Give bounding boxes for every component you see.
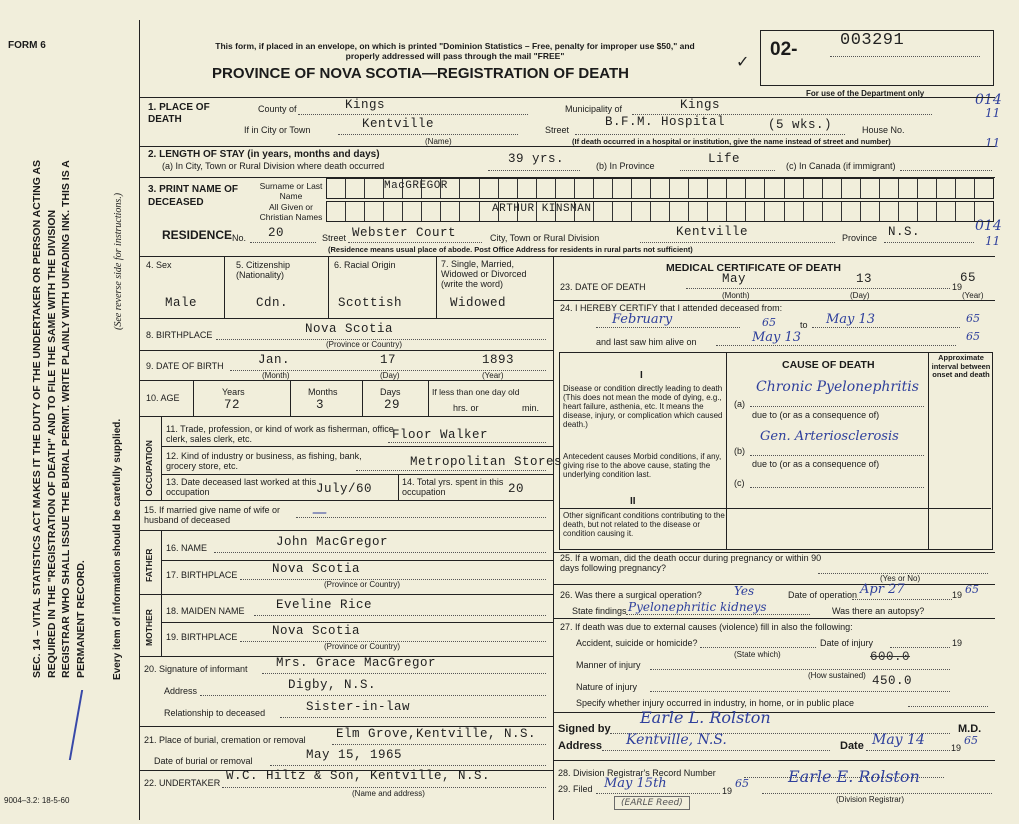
birthplace-value: Nova Scotia xyxy=(305,322,394,336)
death-date-label: 23. DATE OF DEATH xyxy=(560,282,646,292)
res-city-label: City, Town or Rural Division xyxy=(490,233,600,243)
surname-value: MacGREGOR xyxy=(384,180,448,192)
relationship-value: Sister-in-law xyxy=(306,700,411,714)
lt-day-label: If less than one day old xyxy=(432,387,520,397)
res-street-label: Street xyxy=(322,233,347,243)
mother-side-label: MOTHER xyxy=(144,609,154,646)
nature-code: 450.0 xyxy=(872,674,913,688)
cause-a-marker: (a) xyxy=(734,399,745,409)
cause-a: Chronic Pyelonephritis xyxy=(756,379,919,395)
findings-value: Pyelonephritic kidneys xyxy=(628,600,767,614)
father-birthplace: Nova Scotia xyxy=(272,562,361,576)
signed-year-prefix: 19 xyxy=(951,743,962,753)
signed-date-label: Date xyxy=(840,740,864,752)
reg-number: 003291 xyxy=(840,31,905,50)
form-number: FORM 6 xyxy=(8,40,46,51)
signed-date: May 14 xyxy=(872,732,925,748)
stay-label: 2. LENGTH OF STAY (in years, months and days) xyxy=(148,149,380,160)
municipality-label: Municipality of xyxy=(565,104,623,114)
age-label: 10. AGE xyxy=(146,393,180,403)
house-label: House No. xyxy=(862,125,905,135)
business-label: 12. Kind of industry or business, as fishing, bank, grocery store, etc. xyxy=(166,451,362,471)
informant-address: Digby, N.S. xyxy=(288,678,377,692)
name-caption: (Name) xyxy=(425,137,452,146)
county-label: County of xyxy=(258,104,297,114)
dob-day: 17 xyxy=(380,353,397,367)
reg-prefix: 02- xyxy=(770,39,798,60)
op-date: Apr 27 xyxy=(860,582,905,597)
residence-label: RESIDENCE xyxy=(162,228,233,242)
filed-date: May 15th xyxy=(604,776,667,791)
county-value: Kings xyxy=(345,98,386,112)
part-two: II xyxy=(630,496,636,507)
cause-b: Gen. Arteriosclerosis xyxy=(760,429,899,444)
state-which: (State which) xyxy=(734,650,781,659)
op-year-prefix: 19 xyxy=(952,590,963,600)
father-name-label: 16. NAME xyxy=(166,543,208,553)
last-saw: May 13 xyxy=(752,330,802,345)
check-mark-icon: ✓ xyxy=(736,54,750,71)
dept-note: For use of the Department only xyxy=(806,89,925,98)
surname-label: Surname or Last Name xyxy=(259,181,323,201)
given-grid xyxy=(326,201,994,222)
informant-label: 20. Signature of informant xyxy=(144,664,248,674)
citizenship-value: Cdn. xyxy=(256,296,289,310)
attended-to: May 13 xyxy=(826,312,876,327)
dob-year: 1893 xyxy=(482,353,515,367)
external-label: 27. If death was due to external causes (violence) fill in also the following: xyxy=(560,622,853,632)
cause-b-marker: (b) xyxy=(734,446,745,456)
dob-month: Jan. xyxy=(258,353,291,367)
record-label: 28. Division Registrar's Record Number xyxy=(558,768,716,778)
dept-mark-2: 11 xyxy=(985,106,1001,120)
occupation-side-label: OCCUPATION xyxy=(144,440,154,496)
supply-note: Every item of information should be carefully supplied. xyxy=(112,418,123,680)
res-city: Kentville xyxy=(676,225,749,239)
stay-c-label: (c) In Canada (if immigrant) xyxy=(786,161,896,171)
antecedent-label: Antecedent causes Morbid conditions, if any, giving rise to the above cause, stating the underlying condition last. xyxy=(563,452,722,479)
undertaker-label: 22. UNDERTAKER xyxy=(144,778,221,788)
years-label: Years xyxy=(222,387,245,397)
op-date-label: Date of operation xyxy=(788,590,858,600)
father-birthplace-label: 17. BIRTHPLACE xyxy=(166,570,238,580)
min-label: min. xyxy=(522,403,540,413)
place-label: 1. PLACE OF DEATH xyxy=(148,102,210,125)
year-caption: (Year) xyxy=(482,371,504,380)
trade-value: Floor Walker xyxy=(392,428,489,442)
op-year: 65 xyxy=(965,583,979,596)
to-year: 65 xyxy=(966,312,980,325)
how-caption: (How sustained) xyxy=(808,671,866,680)
to-label: to xyxy=(800,320,808,330)
undertaker-value: W.C. Hiltz & Son, Kentville, N.S. xyxy=(226,769,491,783)
last-worked-value: July/60 xyxy=(316,482,373,496)
other-label: Other significant conditions contributing to the death, but not related to the disease or condition causing it. xyxy=(563,511,725,538)
city-value: Kentville xyxy=(362,117,435,131)
stay-a-label: (a) In City, Town or Rural Division where death occurred xyxy=(162,161,385,171)
form-title: PROVINCE OF NOVA SCOTIA—REGISTRATION OF DEATH xyxy=(212,65,629,82)
woman-label: 25. If a woman, did the death occur during pregnancy or within 90 days following pregnancy? xyxy=(560,553,822,573)
last-worked-label: 13. Date deceased last worked at this occupation xyxy=(166,477,317,497)
res-province-label: Province xyxy=(842,233,878,243)
years-spent-label: 14. Total yrs. spent in this occupation xyxy=(402,477,504,497)
md-label: M.D. xyxy=(958,723,982,735)
part-one: I xyxy=(640,370,643,381)
cause-c-marker: (c) xyxy=(734,478,745,488)
mother-birthplace-label: 19. BIRTHPLACE xyxy=(166,632,238,642)
res-province: N.S. xyxy=(888,225,921,239)
dob-label: 9. DATE OF BIRTH xyxy=(146,361,224,371)
origin-label: 6. Racial Origin xyxy=(334,260,396,270)
name-label: 3. PRINT NAME OF DECEASED xyxy=(148,184,239,208)
burial-date: May 15, 1965 xyxy=(306,748,403,762)
birthplace-caption: (Province or Country) xyxy=(326,340,403,349)
burial-place: Elm Grove,Kentville, N.S. xyxy=(336,727,537,741)
disease-label: Disease or condition directly leading to death (This does not mean the mode of dying, e.g., heart failure, asthenia, etc. It means the disease, injury, or complication which caused death.) xyxy=(563,384,723,429)
death-year-prefix: 19 xyxy=(952,282,963,292)
signed-year: 65 xyxy=(964,734,978,747)
burial-place-label: 21. Place of burial, cremation or removal xyxy=(144,735,306,745)
years-spent-value: 20 xyxy=(508,482,525,496)
registrar-stamp: (EARLE Reed) xyxy=(614,796,690,810)
physician-signature: Earle L. Rolston xyxy=(640,708,771,727)
mailing-notice: This form, if placed in an envelope, on which is printed "Dominion Statistics – Free, penalty for improper use $50," and properly addressed will pass through the mail "FREE" xyxy=(215,41,695,61)
manner-label: Manner of injury xyxy=(576,660,641,670)
death-year: 65 xyxy=(960,271,977,285)
attended-from: February xyxy=(612,312,673,327)
stay-b-label: (b) In Province xyxy=(596,161,655,171)
due-label-a: due to (or as a consequence of) xyxy=(752,410,880,420)
months-label: Months xyxy=(308,387,338,397)
dept-mark-4: 014 xyxy=(975,218,1002,234)
day-caption: (Day) xyxy=(380,371,400,380)
where-label: Specify whether injury occurred in industry, in home, or in public place xyxy=(576,698,854,708)
certify-label: 24. I HEREBY CERTIFY that I attended deceased from: xyxy=(560,303,783,313)
surgery-label: 26. Was there a surgical operation? xyxy=(560,590,702,600)
physician-address-label: Address xyxy=(558,740,603,752)
citizenship-label: 5. Citizenship (Nationality) xyxy=(236,260,291,280)
sex-label: 4. Sex xyxy=(146,260,172,270)
municipality-value: Kings xyxy=(680,98,721,112)
father-caption: (Province or Country) xyxy=(324,580,401,589)
relationship-label: Relationship to deceased xyxy=(164,708,266,718)
stay-a-value: 39 yrs. xyxy=(508,152,565,166)
mother-birthplace: Nova Scotia xyxy=(272,624,361,638)
given-label: All Given or Christian Names xyxy=(259,202,323,222)
death-month-caption: (Month) xyxy=(722,291,750,300)
nature-label: Nature of injury xyxy=(576,682,638,692)
birthplace-label: 8. BIRTHPLACE xyxy=(146,330,213,340)
legal-warning: SEC. 14 – VITAL STATISTICS ACT MAKES IT THE DUTY OF THE UNDERTAKER OR PERSON ACTING AS REQUIRED IN THE "REGISTRATION OF DEATH" AND TO FILE THE SAME WITH THE DIVISION REGISTRAR WHO SHALL ISSUE THE BURIAL PERMIT. WRITE PLAINLY WITH UNFADING INK. THIS IS A PERMANENT RECORD. xyxy=(31,159,87,678)
registrar-caption: (Division Registrar) xyxy=(836,795,905,804)
given-value: ARTHUR KINSMAN xyxy=(492,203,592,215)
street-value: B.F.M. Hospital xyxy=(605,115,726,129)
filed-label: 29. Filed xyxy=(558,784,593,794)
yes-no-caption: (Yes or No) xyxy=(880,574,921,583)
signed-label: Signed by xyxy=(558,723,611,735)
medical-title: MEDICAL CERTIFICATE OF DEATH xyxy=(666,262,841,274)
surgery-value: Yes xyxy=(734,584,755,598)
city-label: If in City or Town xyxy=(244,125,311,135)
injury-date-label: Date of injury xyxy=(820,638,874,648)
father-side-label: FATHER xyxy=(144,548,154,582)
mother-maiden-label: 18. MAIDEN NAME xyxy=(166,606,245,616)
autopsy-label: Was there an autopsy? xyxy=(832,606,925,616)
death-day-caption: (Day) xyxy=(850,291,870,300)
physician-address: Kentville, N.S. xyxy=(626,732,727,748)
street-label: Street xyxy=(545,125,570,135)
dept-mark-5: 11 xyxy=(985,234,1001,248)
death-day: 13 xyxy=(856,272,873,286)
due-label-b: due to (or as a consequence of) xyxy=(752,459,880,469)
findings-label: State findings xyxy=(572,606,627,616)
hrs-label: hrs. or xyxy=(453,403,479,413)
month-caption: (Month) xyxy=(262,371,290,380)
mother-caption: (Province or Country) xyxy=(324,642,401,651)
print-code: 9004–3.2: 18-5-60 xyxy=(4,796,70,805)
from-year: 65 xyxy=(762,316,776,329)
filed-year: 65 xyxy=(735,777,749,790)
last-saw-year: 65 xyxy=(966,330,980,343)
death-year-caption: (Year) xyxy=(962,291,984,300)
res-no-label: No. xyxy=(232,233,247,243)
filed-year-prefix: 19 xyxy=(722,786,733,796)
residence-note: (Residence means usual place of abode. Post Office Address for residents in rural parts not sufficient) xyxy=(328,245,693,254)
stay-b-value: Life xyxy=(708,152,741,166)
registrar-signature: Earle E. Rolston xyxy=(788,767,920,786)
death-month: May xyxy=(722,272,747,286)
res-street: Webster Court xyxy=(352,226,457,240)
hospital-note: (If death occurred in a hospital or institution, give the name instead of street and number) xyxy=(572,137,891,146)
spouse-value: — xyxy=(312,503,327,521)
age-years: 72 xyxy=(224,398,241,412)
father-name: John MacGregor xyxy=(276,535,389,549)
reverse-note: (See reverse side for instructions.) xyxy=(113,192,124,330)
informant-address-label: Address xyxy=(164,686,198,696)
days-label: Days xyxy=(380,387,401,397)
manner-code: 600.0 xyxy=(870,650,911,664)
age-days: 29 xyxy=(384,398,401,412)
origin-value: Scottish xyxy=(338,296,403,310)
informant-name: Mrs. Grace MacGregor xyxy=(276,656,437,670)
injury-year-prefix: 19 xyxy=(952,638,963,648)
marital-value: Widowed xyxy=(450,296,507,310)
ink-mark xyxy=(69,690,107,760)
res-no: 20 xyxy=(268,226,285,240)
dept-mark-3: 11 xyxy=(985,136,1001,150)
sex-value: Male xyxy=(165,296,198,310)
burial-date-label: Date of burial or removal xyxy=(154,756,253,766)
spouse-label: 15. If married give name of wife or husband of deceased xyxy=(144,505,281,525)
interval-label: Approximate interval between onset and death xyxy=(931,353,991,379)
accident-label: Accident, suicide or homicide? xyxy=(576,638,698,648)
business-value: Metropolitan Stores xyxy=(410,455,563,469)
cause-title: CAUSE OF DEATH xyxy=(782,359,875,371)
stay-note: (5 wks.) xyxy=(768,118,833,132)
marital-label: 7. Single, Married, Widowed or Divorced (write the word) xyxy=(441,259,527,289)
trade-label: 11. Trade, profession, or kind of work as fisherman, office clerk, sales clerk, etc. xyxy=(166,424,394,444)
mother-maiden: Eveline Rice xyxy=(276,598,373,612)
age-months: 3 xyxy=(316,398,325,412)
dept-mark-1: 014 xyxy=(975,92,1002,108)
last-saw-label: and last saw him alive on xyxy=(596,337,697,347)
undertaker-caption: (Name and address) xyxy=(352,789,425,798)
